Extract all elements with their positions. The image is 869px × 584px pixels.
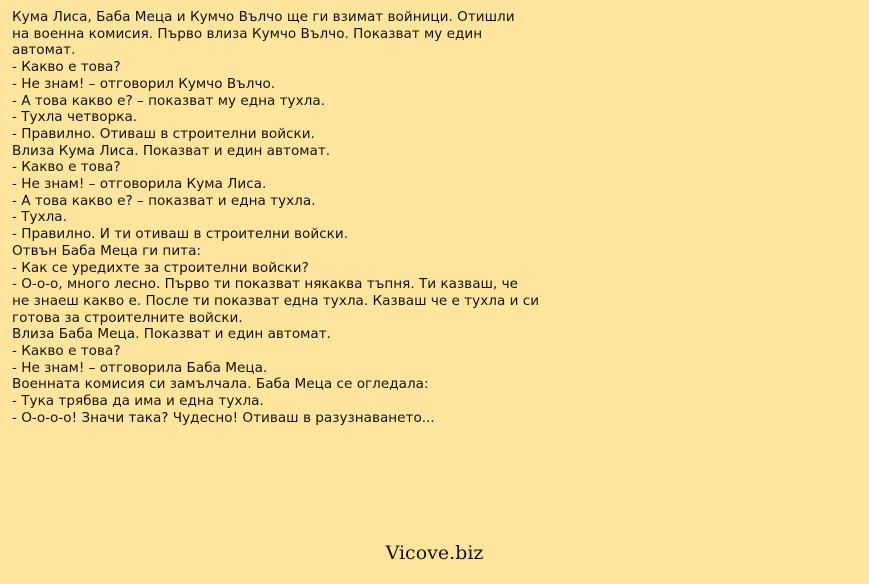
joke-line: - Какво е това? bbox=[12, 159, 121, 176]
joke-line: - Тука трябва да има и една тухла. bbox=[12, 393, 264, 410]
joke-text bbox=[12, 9, 860, 427]
joke-line: - Не знам! – отговорил Кумчо Вълчо. bbox=[12, 75, 276, 92]
joke-line: - Тухла четворка. bbox=[12, 109, 138, 126]
joke-line: Влиза Баба Меца. Показват и един автомат. bbox=[12, 326, 331, 343]
joke-line: - Тухла. bbox=[12, 209, 67, 226]
joke-line: - Правилно. И ти отиваш в строителни войски. bbox=[12, 226, 349, 243]
joke-line: Влиза Кума Лиса. Показват и един автомат. bbox=[12, 142, 331, 159]
joke-line: - Правилно. Отиваш в строителни войски. bbox=[12, 125, 315, 142]
joke-line: - А това какво е? – показват и една тухла. bbox=[12, 192, 316, 209]
joke-line: автомат. bbox=[12, 42, 76, 59]
joke-line: - А това какво е? – показват му една тухла. bbox=[12, 92, 325, 109]
joke-line: - Как се уредихте за строителни войски? bbox=[12, 259, 309, 276]
joke-line: - О-о-о-о! Значи така? Чудесно! Отиваш в разузнаването... bbox=[12, 409, 435, 426]
joke-line: - Не знам! – отговорила Баба Меца. bbox=[12, 359, 268, 376]
joke-line: Кума Лиса, Баба Меца и Кумчо Вълчо ще ги взимат войници. Отишли bbox=[12, 9, 515, 25]
joke-line: не знаеш какво е. После ти показват една тухла. Казваш че е тухла и си bbox=[12, 292, 540, 309]
joke-line: Военната комисия си замълчала. Баба Меца се огледала: bbox=[12, 376, 429, 393]
joke-line: - Какво е това? bbox=[12, 343, 121, 360]
joke-line: Отвън Баба Меца ги пита: bbox=[12, 242, 201, 259]
joke-line: готова за строителните войски. bbox=[12, 309, 243, 326]
joke-line: на военна комисия. Първо влиза Кумчо Вълчо. Показват му един bbox=[12, 25, 483, 42]
joke-line: - О-о-о, много лесно. Първо ти показват някаква тъпня. Ти казваш, че bbox=[12, 276, 519, 293]
joke-line: - Какво е това? bbox=[12, 59, 121, 76]
site-watermark: Vicove.biz bbox=[385, 542, 484, 564]
joke-line: - Не знам! – отговорила Кума Лиса. bbox=[12, 176, 267, 193]
